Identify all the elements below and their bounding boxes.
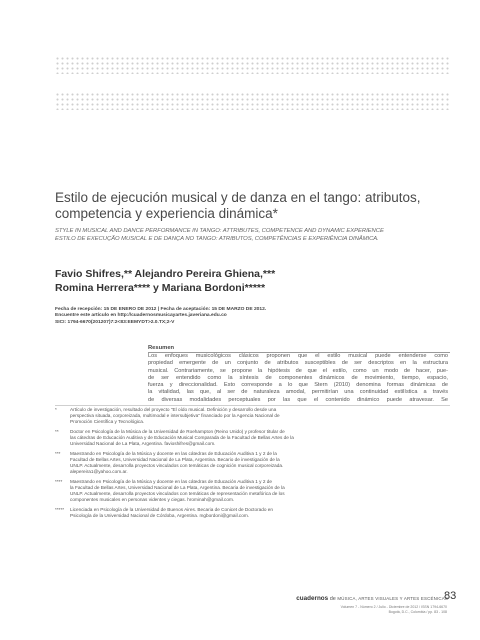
footnote-line: Maestrando en Psicología de la Música y docente en las cátedras de Educación Auditiva 1 y 2 de la (70, 451, 277, 456)
footnote-line: Psicología de la Universidad Nacional de Córdoba, Argentina. mgbordoni@gmail.com. (70, 513, 250, 518)
journal-name-rest: MÚSICA, ARTES VISUALES Y ARTES ESCÉNICAS (337, 596, 448, 601)
footnote (55, 479, 450, 503)
dotted-band-bottom (55, 92, 450, 110)
title-line: Estilo de ejecución musical y de danza en el tango: atributos, (55, 190, 421, 205)
abstract-line: de diversas modalidades perceptuales por las que el contenido dinámico puede atravesar. Se (148, 396, 448, 403)
footnote-line: UNLP. Actualmente, desarrolla proyectos vinculados con temáticas de cognición musical corporeizada. (70, 463, 284, 468)
dotted-band-top (55, 56, 450, 74)
author-line: Romina Herrera**** y Mariana Bordoni***** (55, 282, 266, 294)
page-number: 83 (444, 590, 457, 602)
subtitle-english: STYLE IN MUSICAL AND DANCE PERFORMANCE IN TANGO: ATTRIBUTES, COMPETENCE AND DYNAMIC EXPERIENCE (55, 228, 384, 234)
footnote-marker: **** (55, 479, 63, 484)
abstract-line: la vitalidad, las que, al ser de naturaleza amodal, permitirían una continuidad estilística a través (148, 389, 448, 396)
journal-name-connector: de (329, 596, 336, 602)
author-list (55, 267, 450, 295)
footnote-line: Universidad Nacional de La Plata, Argentina. favioshifres@gmail.com. (70, 441, 216, 446)
title-line: competencia y experiencia dinámica* (55, 206, 278, 221)
abstract-line: Los enfoques musicológicos clásicos proponen que el estilo musical puede entenderse como (148, 353, 448, 359)
journal-name (296, 595, 448, 602)
footnote-marker: ***** (55, 507, 65, 512)
footnote (55, 451, 450, 475)
abstract-line: propiedad emergente de un conjunto de atributos susceptibles de ser descriptos en la estructura (148, 360, 448, 367)
author-line: Favio Shifres,** Alejandro Pereira Ghiena,*** (55, 268, 276, 280)
footnote-line: componentes musicales en personas videntes y ciegas. hrominah@gmail.com. (70, 497, 235, 502)
footnote-line: la Facultad de Bellas Artes, Universidad Nacional de La Plata, Argentina. Becaria de investigación de la (70, 485, 285, 490)
footnote-marker: * (55, 407, 57, 412)
abstract-line: musical. Contrariamente, se propone la hipótesis de que el estilo, como un modo de hacer, pue- (148, 367, 448, 374)
footnote-line: las cátedras de Educación Auditiva y de Educación Musical Comparada de la Facultad de Bellas Artes de la (70, 435, 294, 440)
abstract-line: fuerza y direccionalidad. Esto corresponde a lo que Stern (2010) denomina formas dinámicas de (148, 382, 448, 389)
volume-line: Bogotá, D.C., Colombia / pp. 83 - 108 (388, 609, 447, 614)
reception-dates: Fecha de recepción: 15 DE ENERO DE 2012 | Fecha de aceptación: 15 DE MARZO DE 2012. (55, 307, 267, 312)
article-metadata (55, 307, 445, 326)
article-url-line[interactable]: Encuentre este artículo en http://cuadernosmusicayartes.javeriana.edu.co (55, 313, 227, 319)
footnote-line: Licenciada en Psicología de la Universidad de Buenos Aires. Becaria de Conicet de Doctorado en (70, 507, 273, 512)
abstract-heading: Resumen (148, 345, 175, 351)
footnote-line: UNLP. Actualmente, desarrolla proyectos vinculados con temáticas de representación metafórica de los (70, 491, 285, 496)
footnote-line: Doctor en Psicología de la Música de la Universidad de Roehampton (Reino Unido) y profesor titular de (70, 429, 285, 434)
footnote-line: Facultad de Bellas Artes, Universidad Nacional de La Plata, Argentina. Becario de investigación de la (70, 457, 280, 462)
subtitle-portuguese: ESTILO DE EXECUÇÃO MUSICAL E DE DANÇA NO TANGO: ATRIBUTOS, COMPETÊNCIAS E EXPERIÊNCIA DINÂMICA. (55, 236, 379, 242)
article-title (55, 190, 450, 222)
footnote-marker: *** (55, 451, 61, 456)
footnote-marker: ** (55, 429, 59, 434)
footnote-line: perspectiva situada, corporeizada, multimodal e intersubjetiva" financiado por la Agencia Nacional de (70, 413, 280, 418)
footnote (55, 507, 450, 519)
abstract-line: de ser entendido como la síntesis de componentes dinámicos de movimiento, tiempo, espacio, (148, 374, 448, 381)
volume-line: Volumen 7 - Número 2 / Julio - Diciembre de 2012 / ISSN 1794-6670 (340, 605, 447, 609)
footnote-divider (55, 405, 450, 406)
volume-info (297, 605, 447, 614)
abstract-text (148, 353, 448, 404)
footnote-line: Maestrando en Psicología de la Música y docente en las cátedras de Educación Auditiva 1 y 2 de (70, 479, 272, 484)
sici-code: SICI: 1794-6670(201207)7:2<83:EEMYDT>2.0.TX;2-V (55, 319, 175, 325)
footnote (55, 407, 450, 425)
footnote-line: Promoción Científica y Tecnológica. (70, 419, 145, 424)
footnote-line: alepereira1@yahoo.com.ar. (70, 469, 128, 474)
footnote (55, 429, 450, 447)
journal-name-main: cuadernos (296, 595, 329, 602)
footnotes (55, 407, 450, 523)
footnote-line: Artículo de investigación, resultado del proyecto "El oído musical. Definición y desarrollo desde una (70, 407, 277, 412)
